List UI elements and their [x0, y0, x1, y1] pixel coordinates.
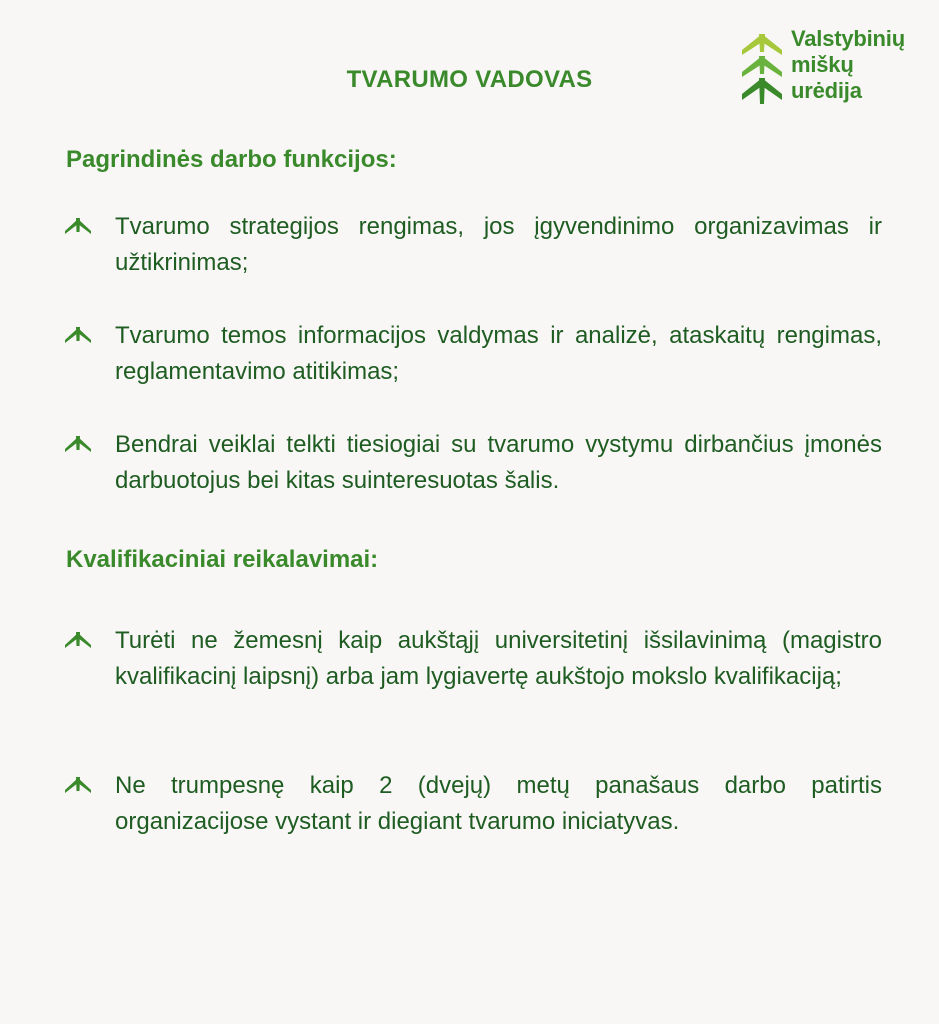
tree-branch-icon — [64, 433, 92, 453]
list-item-text: Tvarumo strategijos rengimas, jos įgyvendinimo organizavimas ir užtikrinimas; — [115, 213, 882, 276]
section-heading-functions: Pagrindinės darbo funkcijos: — [66, 146, 397, 173]
list-item-text: Turėti ne žemesnį kaip aukštąjį universitetinį išsilavinimą (magistro kvalifikacinį laipsnį) arba jam lygiavertę aukštojo mokslo kvalifikaciją; — [115, 627, 882, 690]
logo-line-1: Valstybinių — [791, 26, 905, 51]
tree-branch-icon — [64, 629, 92, 649]
list-item — [64, 768, 882, 840]
tree-branch-icon — [64, 215, 92, 235]
logo-line-2: miškų — [791, 52, 854, 77]
tree-branch-icon — [64, 324, 92, 344]
list-item — [64, 623, 882, 695]
list-item — [64, 209, 882, 281]
page-title: TVARUMO VADOVAS — [346, 66, 593, 93]
section-heading-requirements: Kvalifikaciniai reikalavimai: — [66, 546, 379, 573]
list-item-text: Tvarumo temos informacijos valdymas ir analizė, ataskaitų rengimas, reglamentavimo atitikimas; — [115, 322, 882, 385]
tree-branch-icon — [64, 774, 92, 794]
list-item — [64, 427, 882, 499]
list-item-text: Bendrai veiklai telkti tiesiogiai su tvarumo vystymu dirbančius įmonės darbuotojus bei kitas suinteresuotas šalis. — [115, 431, 882, 494]
list-item-text: Ne trumpesnę kaip 2 (dvejų) metų panašaus darbo patirtis organizacijose vystant ir diegiant tvarumo iniciatyvas. — [115, 772, 882, 835]
list-item — [64, 318, 882, 390]
logo-line-3: urėdija — [791, 78, 862, 103]
